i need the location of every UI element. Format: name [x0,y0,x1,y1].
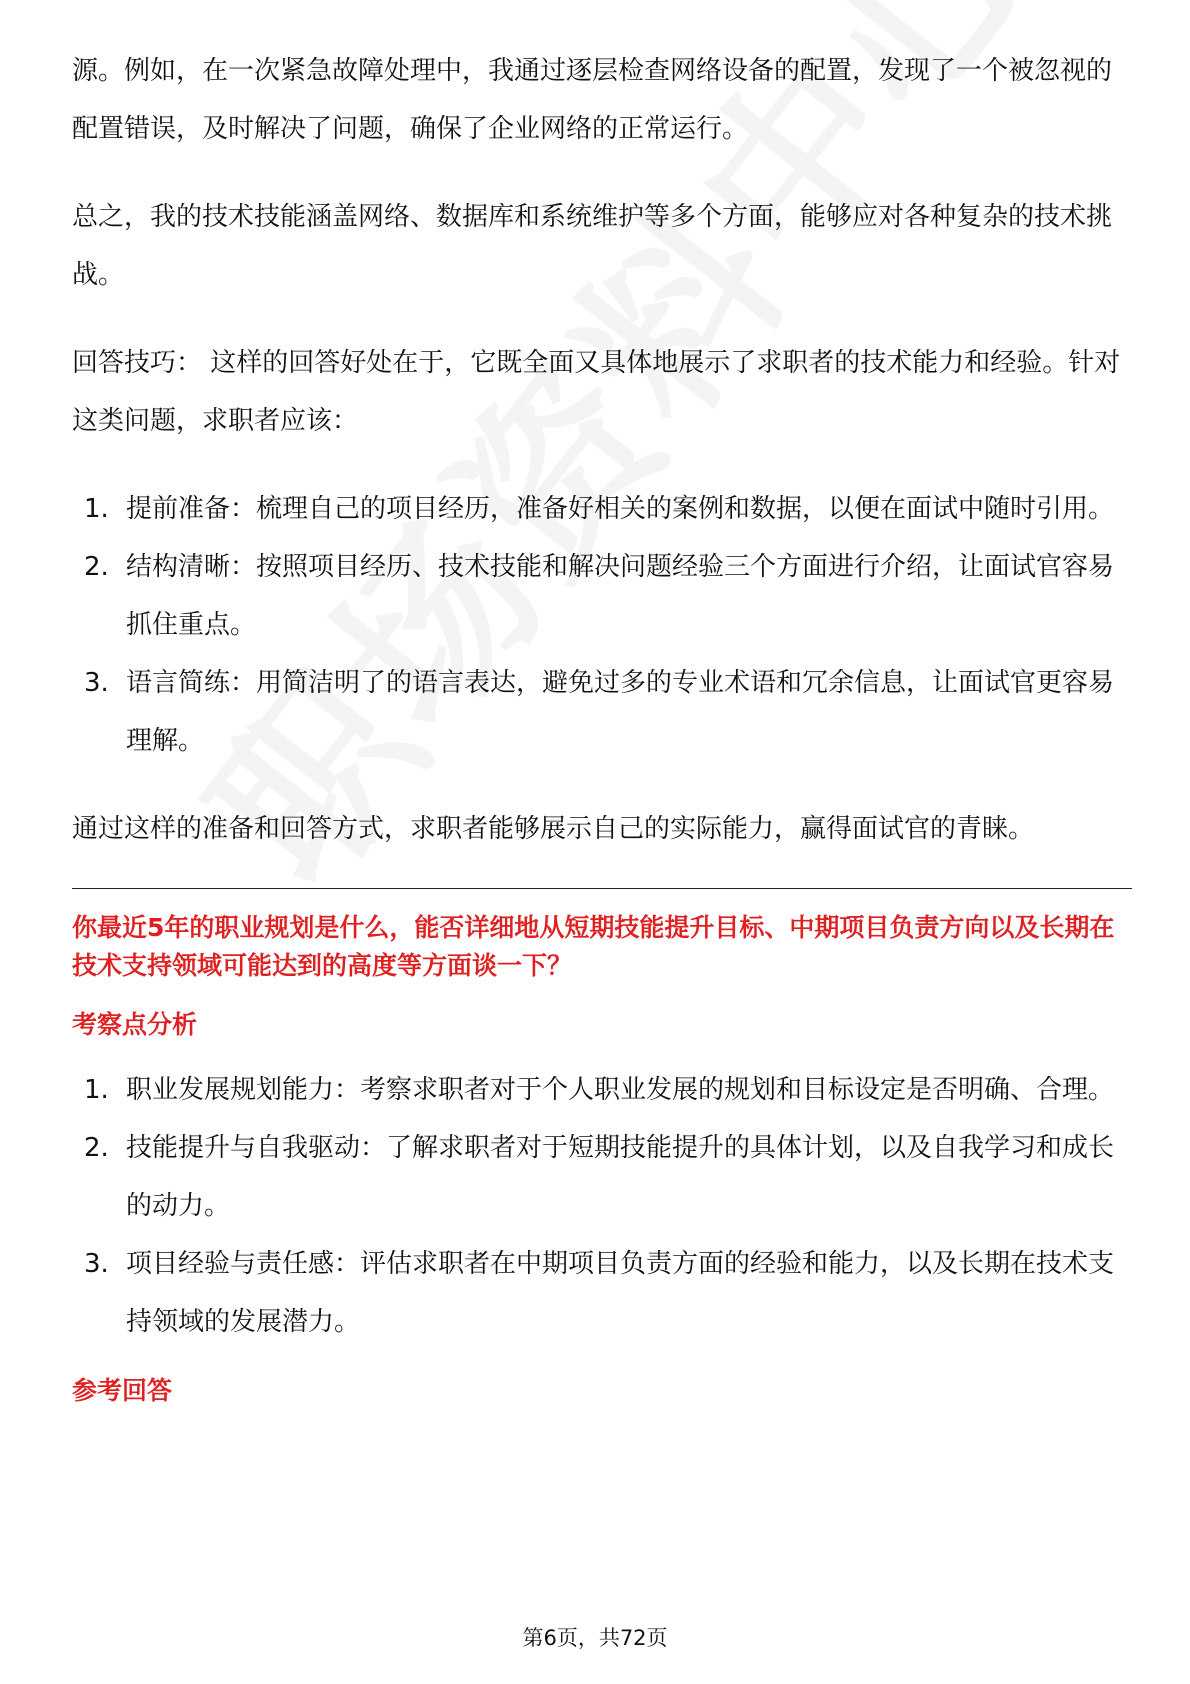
paragraph-closing: 通过这样的准备和回答方式，求职者能够展示自己的实际能力，赢得面试官的青睐。 [72,814,1035,844]
list-item-text: 技能提升与自我驱动：了解求职者对于短期技能提升的具体计划，以及自我学习和成长的动力。 [126,1133,1115,1221]
document-body [72,42,1132,1427]
list-item [72,480,1132,538]
list-number: 1. [84,1075,109,1105]
list-item-text: 提前准备：梳理自己的项目经历，准备好相关的案例和数据，以便在面试中随时引用。 [126,494,1115,524]
list-item-text: 结构清晰：按照项目经历、技术技能和解决问题经验三个方面进行介绍，让面试官容易抓住重点。 [126,552,1115,640]
list-number: 3. [84,668,109,698]
list-number: 2. [84,1133,109,1163]
list-number: 2. [84,552,109,582]
list-item [72,538,1132,654]
paragraph-incident-example: 源。例如，在一次紧急故障处理中，我通过逐层检查网络设备的配置，发现了一个被忽视的配置错误，及时解决了问题，确保了企业网络的正常运行。 [72,56,1113,144]
list-item [72,1061,1132,1119]
analysis-list [72,1061,1132,1351]
list-item [72,1119,1132,1235]
analysis-heading: 考察点分析 [72,1010,198,1039]
tips-list [72,480,1132,770]
list-item [72,1235,1132,1351]
list-item-text: 职业发展规划能力：考察求职者对于个人职业发展的规划和目标设定是否明确、合理。 [126,1075,1115,1105]
list-item-text: 语言简练：用简洁明了的语言表达，避免过多的专业术语和冗余信息，让面试官更容易理解。 [126,668,1115,756]
list-item-text: 项目经验与责任感：评估求职者在中期项目负责方面的经验和能力，以及长期在技术支持领域的发展潜力。 [126,1249,1115,1337]
list-number: 1. [84,494,109,524]
page-footer: 第6页，共72页 [522,1626,668,1650]
reference-answer-heading: 参考回答 [72,1376,173,1405]
list-number: 3. [84,1249,109,1279]
list-item [72,654,1132,770]
section-divider [72,888,1132,889]
paragraph-answer-tips: 回答技巧： 这样的回答好处在于，它既全面又具体地展示了求职者的技术能力和经验。针对这类问题，求职者应该： [72,348,1121,436]
interview-question: 你最近5年的职业规划是什么，能否详细地从短期技能提升目标、中期项目负责方向以及长期在技术支持领域可能达到的高度等方面谈一下？ [72,913,1115,980]
paragraph-summary: 总之，我的技术技能涵盖网络、数据库和系统维护等多个方面，能够应对各种复杂的技术挑战。 [72,202,1113,290]
